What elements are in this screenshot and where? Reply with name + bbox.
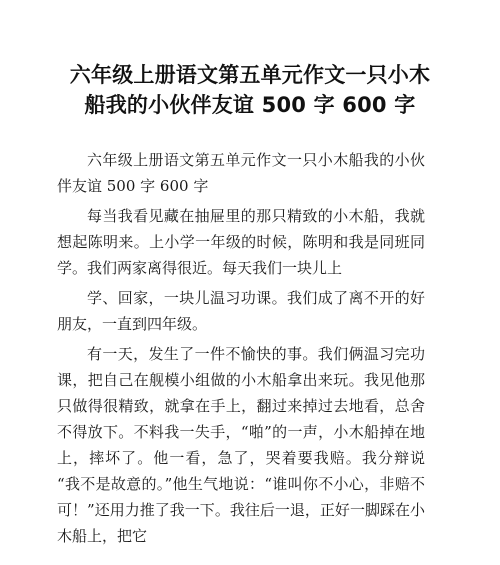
document-body — [57, 147, 425, 553]
paragraph: 每当我看见藏在抽屉里的那只精致的小木船，我就想起陈明来。上小学一年级的时候，陈明和我是同班同学。我们两家离得很近。每天我们一块儿上 — [57, 207, 425, 277]
document-title: 六年级上册语文第五单元作文一只小木船我的小伙伴友谊 500 字 600 字 — [69, 63, 431, 117]
paragraph: 学、回家，一块儿温习功课。我们成了离不开的好朋友，一直到四年级。 — [57, 289, 425, 333]
paragraph: 六年级上册语文第五单元作文一只小木船我的小伙伴友谊 500 字 600 字 — [57, 151, 425, 195]
paragraph: 有一天，发生了一件不愉快的事。我们俩温习完功课，把自己在舰模小组做的小木船拿出来玩。我见他那只做得很精致，就拿在手上，翻过来掉过去地看，总舍不得放下。不料我一失手，“啪”的一声，小木船掉在地上，摔坏了。他一看，急了，哭着要我赔。我分辩说 “我不是故意的。”他生气地说：“谁叫你不小心，非赔不可！”还用力推了我一下。我往后一退，正好一脚踩在小木船上，把它 — [57, 345, 425, 545]
